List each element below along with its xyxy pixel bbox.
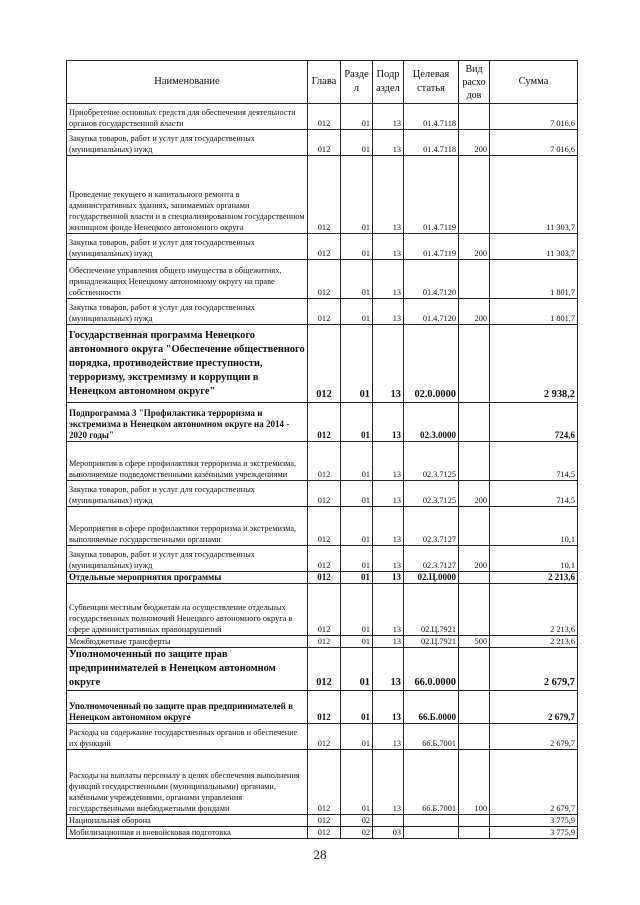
row-expense-type: 500	[459, 636, 490, 648]
row-subsection	[373, 815, 404, 827]
row-amount: 11 303,7	[490, 234, 578, 260]
row-section: 01	[341, 104, 373, 130]
row-amount: 2 679,7	[490, 648, 578, 691]
row-amount: 2 213,6	[490, 584, 578, 636]
row-target: 02.3.0000	[404, 403, 459, 442]
table-row	[67, 724, 578, 750]
row-chapter: 012	[308, 827, 341, 839]
column-header-amount: Сумма	[490, 61, 578, 104]
row-section: 01	[341, 299, 373, 325]
row-name: Субвенции местным бюджетам на осуществление отдельных государственных полномочий Ненецкого автономного округа в сфере административных правонарушений	[67, 584, 308, 636]
row-subsection: 13	[373, 636, 404, 648]
row-amount: 2 213,6	[490, 572, 578, 584]
row-target: 02.3.7127	[404, 507, 459, 546]
row-chapter: 012	[308, 636, 341, 648]
row-target: 01.4.7119	[404, 234, 459, 260]
column-header-section: Разде л	[341, 61, 373, 104]
row-subsection: 13	[373, 299, 404, 325]
column-header-target: Целевая статья	[404, 61, 459, 104]
row-subsection: 13	[373, 325, 404, 403]
budget-table	[66, 60, 578, 839]
row-section: 01	[341, 403, 373, 442]
row-section: 01	[341, 691, 373, 724]
row-expense-type	[459, 156, 490, 234]
row-chapter: 012	[308, 403, 341, 442]
row-name: Закупка товаров, работ и услуг для государственных (муниципальных) нужд	[67, 130, 308, 156]
row-subsection: 13	[373, 442, 404, 481]
row-name: Расходы на выплаты персоналу в целях обеспечения выполнения функций государственными (муниципальными) органами, казёнными учреждениями, органами управления государственными внебюджетными фондами	[67, 750, 308, 815]
row-target: 01.4.7120	[404, 299, 459, 325]
row-section: 02	[341, 827, 373, 839]
row-name: Обеспечение управления общего имущества в общежитиях, принадлежащих Ненецкому автономному округу на праве собственности	[67, 260, 308, 299]
row-expense-type	[459, 691, 490, 724]
row-name: Приобретение основных средств для обеспечения деятельности органов государственной власти	[67, 104, 308, 130]
column-header-expense-type: Вид расхо дов	[459, 61, 490, 104]
row-expense-type	[459, 442, 490, 481]
row-amount: 2 679,7	[490, 724, 578, 750]
row-name: Закупка товаров, работ и услуг для государственных (муниципальных) нужд	[67, 546, 308, 572]
row-expense-type	[459, 584, 490, 636]
row-subsection: 13	[373, 572, 404, 584]
table-row	[67, 584, 578, 636]
row-chapter: 012	[308, 481, 341, 507]
row-target: 66.Б.7001	[404, 724, 459, 750]
row-amount: 10,1	[490, 546, 578, 572]
row-subsection: 13	[373, 507, 404, 546]
row-target	[404, 815, 459, 827]
row-name: Расходы на содержание государственных органов и обеспечение их функций	[67, 724, 308, 750]
table-row	[67, 403, 578, 442]
row-target: 01.4.7118	[404, 104, 459, 130]
row-expense-type	[459, 260, 490, 299]
row-subsection: 13	[373, 104, 404, 130]
row-section: 01	[341, 442, 373, 481]
table-row	[67, 104, 578, 130]
row-subsection: 13	[373, 724, 404, 750]
row-amount: 714,5	[490, 481, 578, 507]
column-header-name: Наименование	[67, 61, 308, 104]
row-expense-type	[459, 507, 490, 546]
row-section: 01	[341, 546, 373, 572]
row-expense-type	[459, 104, 490, 130]
row-chapter: 012	[308, 130, 341, 156]
table-row	[67, 691, 578, 724]
row-name: Закупка товаров, работ и услуг для государственных (муниципальных) нужд	[67, 234, 308, 260]
row-target: 66.Б.7001	[404, 750, 459, 815]
row-subsection: 03	[373, 827, 404, 839]
row-amount: 2 679,7	[490, 750, 578, 815]
row-amount: 1 801,7	[490, 260, 578, 299]
row-expense-type: 200	[459, 481, 490, 507]
table-row	[67, 636, 578, 648]
row-section: 01	[341, 507, 373, 546]
row-target: 02.Ц.7921	[404, 584, 459, 636]
row-target: 02.3.7125	[404, 481, 459, 507]
row-chapter: 012	[308, 299, 341, 325]
row-chapter: 012	[308, 260, 341, 299]
row-chapter: 012	[308, 104, 341, 130]
row-expense-type	[459, 724, 490, 750]
row-section: 01	[341, 260, 373, 299]
row-target: 01.4.7120	[404, 260, 459, 299]
row-amount: 2 213,6	[490, 636, 578, 648]
row-name: Государственная программа Ненецкого автономного округа "Обеспечение общественного порядка, противодействие преступности, терроризму, экстремизму и коррупции в Ненецком автономном округе"	[67, 325, 308, 403]
row-name: Отдельные мероприятия программы	[67, 572, 308, 584]
row-chapter: 012	[308, 546, 341, 572]
table-header-row	[67, 61, 578, 104]
row-section: 01	[341, 234, 373, 260]
row-amount: 7 016,6	[490, 104, 578, 130]
row-target: 01.4.7119	[404, 156, 459, 234]
row-subsection: 13	[373, 260, 404, 299]
row-chapter: 012	[308, 815, 341, 827]
row-section: 01	[341, 724, 373, 750]
row-section: 01	[341, 130, 373, 156]
row-target: 02.3.7127	[404, 546, 459, 572]
table-row	[67, 648, 578, 691]
row-chapter: 012	[308, 442, 341, 481]
table-row	[67, 130, 578, 156]
row-chapter: 012	[308, 234, 341, 260]
row-section: 01	[341, 325, 373, 403]
row-amount: 1 801,7	[490, 299, 578, 325]
table-row	[67, 156, 578, 234]
row-target: 02.Ц.0000	[404, 572, 459, 584]
row-chapter: 012	[308, 648, 341, 691]
table-row	[67, 299, 578, 325]
table-row	[67, 325, 578, 403]
row-subsection: 13	[373, 481, 404, 507]
table-row	[67, 815, 578, 827]
table-row	[67, 750, 578, 815]
row-subsection: 13	[373, 750, 404, 815]
row-expense-type: 200	[459, 234, 490, 260]
row-subsection: 13	[373, 403, 404, 442]
row-target: 01.4.7118	[404, 130, 459, 156]
row-subsection: 13	[373, 648, 404, 691]
row-chapter: 012	[308, 572, 341, 584]
row-expense-type	[459, 815, 490, 827]
row-subsection: 13	[373, 234, 404, 260]
table-row	[67, 827, 578, 839]
row-amount: 7 016,6	[490, 130, 578, 156]
row-name: Закупка товаров, работ и услуг для государственных (муниципальных) нужд	[67, 299, 308, 325]
row-name: Мероприятия в сфере профилактики терроризма и экстремизма, выполняемые государственными органами	[67, 507, 308, 546]
row-name: Мобилизационная и вневойсковая подготовка	[67, 827, 308, 839]
row-target: 02.Ц.7921	[404, 636, 459, 648]
table-row	[67, 572, 578, 584]
row-chapter: 012	[308, 724, 341, 750]
row-amount: 724,6	[490, 403, 578, 442]
row-expense-type: 200	[459, 546, 490, 572]
row-name: Проведение текущего и капитального ремонта в административных зданиях, занимаемых органами государственной власти и в специализированном государственном жилищном фонде Ненецкого автономного округа	[67, 156, 308, 234]
row-subsection: 13	[373, 546, 404, 572]
row-chapter: 012	[308, 584, 341, 636]
table-row	[67, 481, 578, 507]
row-name: Уполномоченный по защите прав предпринимателей в Ненецком автономном округе	[67, 648, 308, 691]
row-amount: 11 303,7	[490, 156, 578, 234]
row-name: Мероприятия в сфере профилактики терроризма и экстремизма, выполняемые подведомственными казёнными учреждениями	[67, 442, 308, 481]
row-target	[404, 827, 459, 839]
table-row	[67, 507, 578, 546]
table-row	[67, 442, 578, 481]
row-section: 01	[341, 572, 373, 584]
row-expense-type: 100	[459, 750, 490, 815]
row-amount: 714,5	[490, 442, 578, 481]
row-target: 66.0.0000	[404, 648, 459, 691]
row-section: 01	[341, 636, 373, 648]
row-expense-type: 200	[459, 130, 490, 156]
row-chapter: 012	[308, 507, 341, 546]
row-amount: 2 938,2	[490, 325, 578, 403]
row-subsection: 13	[373, 156, 404, 234]
row-chapter: 012	[308, 156, 341, 234]
row-section: 01	[341, 750, 373, 815]
row-expense-type	[459, 648, 490, 691]
row-chapter: 012	[308, 325, 341, 403]
row-target: 02.0.0000	[404, 325, 459, 403]
row-amount: 3 775,9	[490, 827, 578, 839]
row-amount: 2 679,7	[490, 691, 578, 724]
row-section: 01	[341, 584, 373, 636]
row-section: 01	[341, 156, 373, 234]
row-amount: 3 775,9	[490, 815, 578, 827]
row-subsection: 13	[373, 130, 404, 156]
row-target: 66.Б.0000	[404, 691, 459, 724]
table-row	[67, 546, 578, 572]
row-expense-type	[459, 572, 490, 584]
row-expense-type	[459, 403, 490, 442]
row-section: 01	[341, 648, 373, 691]
page-number: 28	[313, 847, 327, 862]
row-expense-type	[459, 325, 490, 403]
row-target: 02.3.7125	[404, 442, 459, 481]
table-row	[67, 260, 578, 299]
row-subsection: 13	[373, 584, 404, 636]
row-chapter: 012	[308, 750, 341, 815]
row-name: Подпрограмма 3 "Профилактика терроризма и экстремизма в Ненецком автономном округе на 2014 - 2020 годы"	[67, 403, 308, 442]
column-header-chapter: Глава	[308, 61, 341, 104]
row-name: Национальная оборона	[67, 815, 308, 827]
row-subsection: 13	[373, 691, 404, 724]
row-expense-type	[459, 827, 490, 839]
table-row	[67, 234, 578, 260]
row-amount: 10,1	[490, 507, 578, 546]
row-name: Уполномоченный по защите прав предпринимателей в Ненецком автономном округе	[67, 691, 308, 724]
row-name: Межбюджетные трансферты	[67, 636, 308, 648]
row-chapter: 012	[308, 691, 341, 724]
column-header-subsection: Подр аздел	[373, 61, 404, 104]
row-section: 02	[341, 815, 373, 827]
row-expense-type: 200	[459, 299, 490, 325]
row-name: Закупка товаров, работ и услуг для государственных (муниципальных) нужд	[67, 481, 308, 507]
row-section: 01	[341, 481, 373, 507]
